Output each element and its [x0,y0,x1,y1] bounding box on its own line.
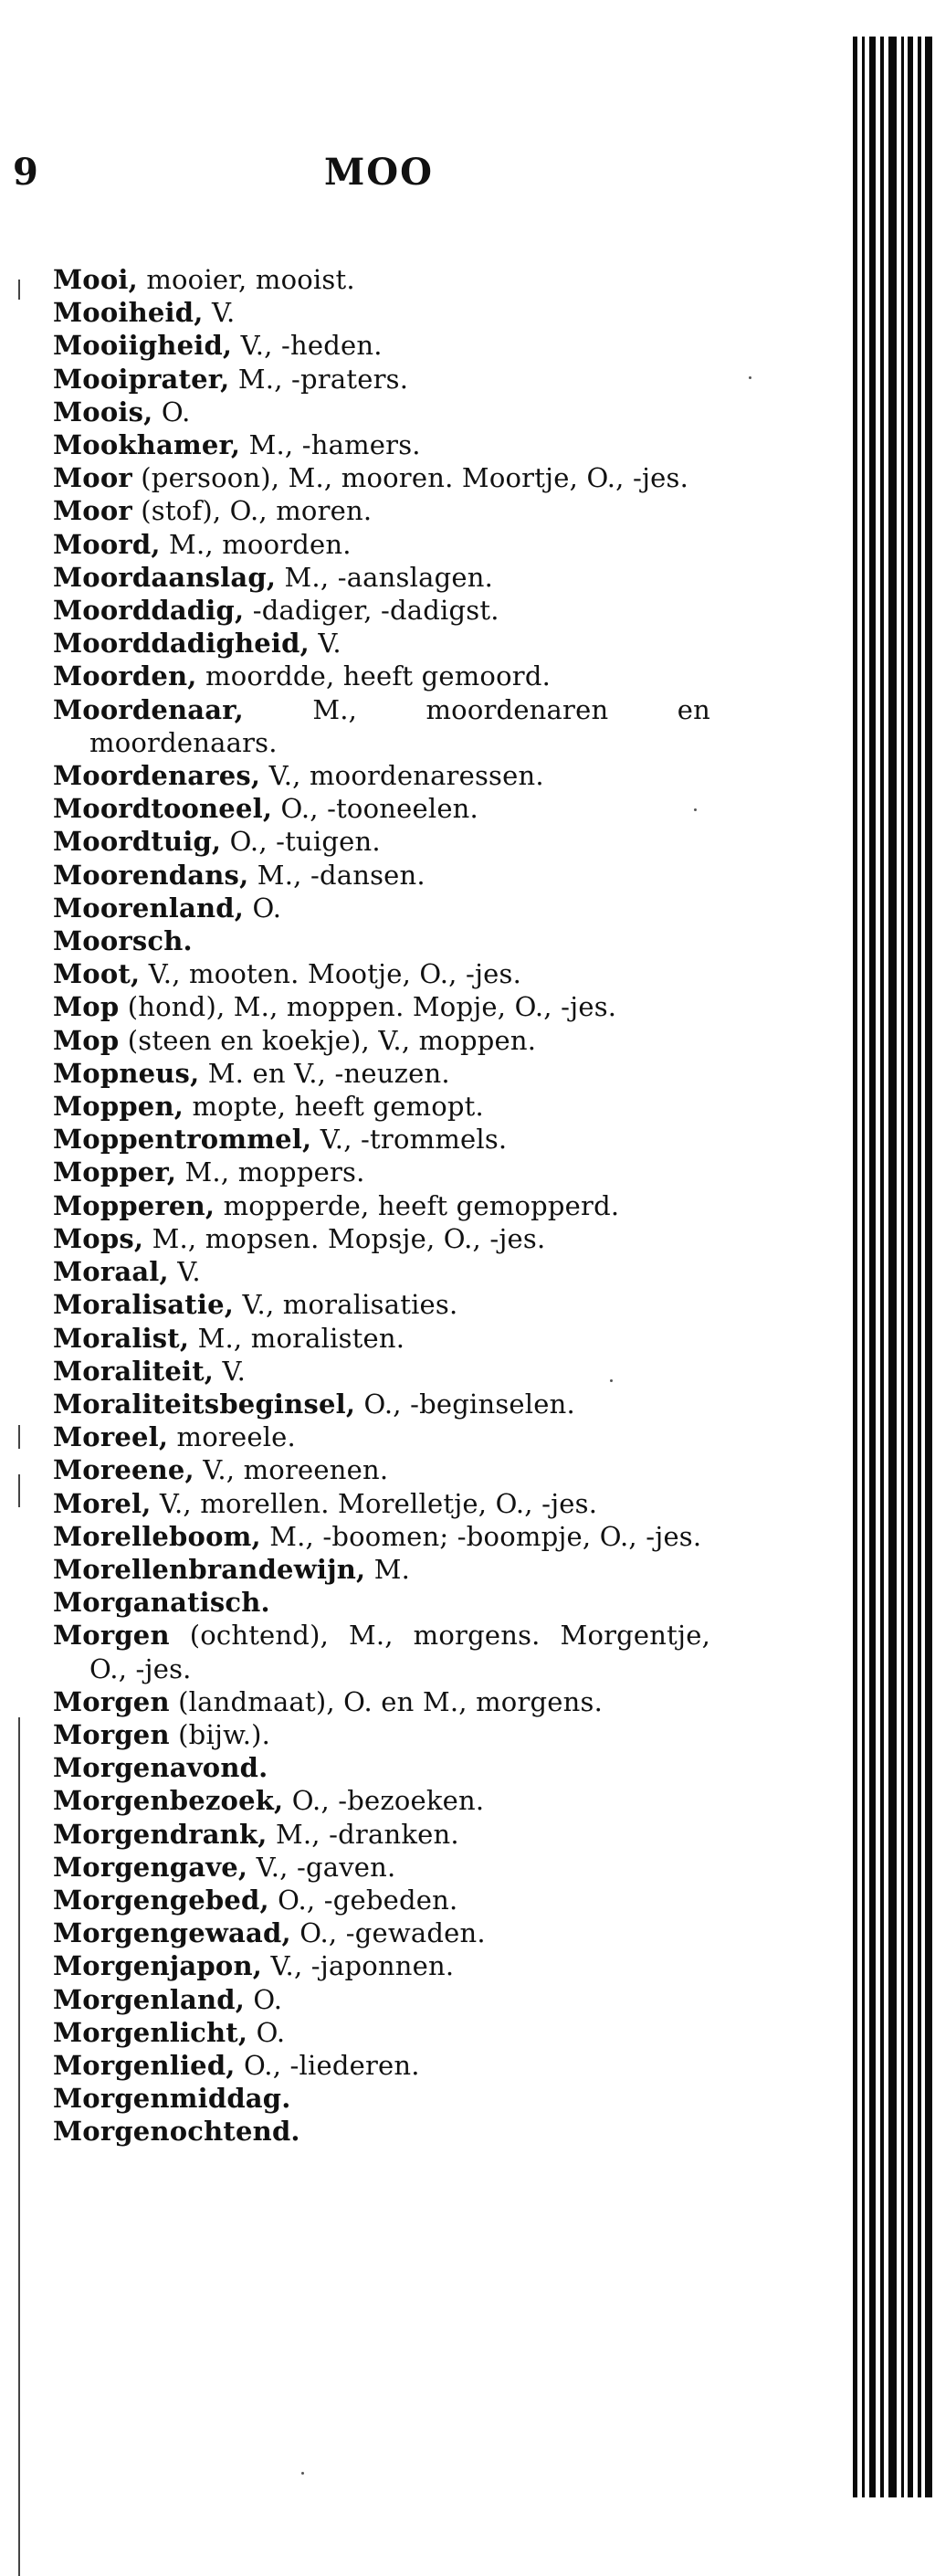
definition: V. [214,1355,247,1387]
headword: Moois, [53,396,153,428]
entry [53,1090,710,1123]
entry [53,1553,710,1586]
headword: Morgenochtend. [53,2116,300,2148]
definition: V. [168,1256,201,1288]
running-head: MOO [324,151,434,194]
entry [53,296,710,329]
entry [53,1884,710,1916]
entry [53,792,710,825]
headword: Morgengave, [53,1851,248,1883]
headword: Moor [53,462,132,494]
headword: Moreel, [53,1421,169,1453]
definition: O., -tuigen. [221,826,381,858]
headword: Mopper, [53,1156,177,1188]
page-number: 9 [13,151,39,194]
entry [53,759,710,792]
headword: Morgengebed, [53,1884,269,1916]
entry [53,1784,710,1817]
entry [53,1685,710,1718]
margin-marks [18,265,22,2366]
headword: Moralist, [53,1322,190,1354]
definition: O. [244,892,282,924]
paper-speck [749,376,751,379]
entry [53,2115,710,2148]
headword: Moordaanslag, [53,561,277,593]
entry [53,363,710,396]
definition: M., -aanslagen. [276,561,494,593]
headword: Mop [53,1024,120,1056]
headword: Moordtuig, [53,826,222,858]
definition: V., -japonnen. [262,1950,455,1982]
definition: (hond), M., moppen. Mopje, O., -jes. [119,991,617,1023]
definition: moordde, heeft gemoord. [196,660,551,692]
headword: Moppentrommel, [53,1124,312,1156]
entry [53,1222,710,1255]
headword: Moorsch. [53,925,193,957]
definition: V., -gaven. [247,1851,396,1883]
definition: (steen en koekje), V., moppen. [119,1024,537,1056]
definition: mopperde, heeft gemopperd. [215,1189,620,1221]
headword: Moorddadig, [53,595,245,627]
headword: Morellenbrandewijn, [53,1553,366,1585]
definition: V., morellen. Morelletje, O., -jes. [151,1487,598,1519]
headword: Mops, [53,1222,144,1254]
entry [53,1123,710,1156]
binding-stripe [862,37,865,2497]
definition: M., -dansen. [248,859,425,891]
definition: O. [247,2016,286,2048]
definition: M., -hamers. [240,429,421,461]
binding-stripe [853,37,857,2497]
definition: O., -tooneelen. [272,793,478,825]
definition: O. [152,396,191,428]
definition: O., -bezoeken. [283,1785,485,1817]
entry [53,825,710,858]
definition: V., -heden. [232,330,383,362]
entry [53,1619,710,1684]
entry [53,561,710,594]
entry [53,957,710,990]
definition: M. en V., -neuzen. [199,1057,450,1089]
paper-speck [694,808,697,811]
headword: Moordenaar, [53,693,244,725]
definition: M., -praters. [229,363,409,395]
entry [53,1916,710,1949]
entry [53,1453,710,1486]
headword: Moordtooneel, [53,793,273,825]
headword: Moordenares, [53,760,261,792]
binding-stripe [880,37,884,2497]
headword: Moorddadigheid, [53,628,310,660]
definition: M., -dranken. [267,1818,459,1850]
headword: Moraliteit, [53,1355,215,1387]
binding-stripe [925,37,932,2497]
definition: (persoon), M., mooren. Moortje, O., -jes. [131,462,689,494]
entry [53,428,710,461]
headword: Mooiigheid, [53,330,233,362]
entry [53,1288,710,1321]
headword: Morgenmiddag. [53,2083,291,2115]
entry [53,2049,710,2082]
entry [53,1355,710,1388]
entry [53,1420,710,1453]
entry [53,2016,710,2049]
headword: Morgenland, [53,1983,246,2015]
definition: V., moralisaties. [234,1289,458,1321]
entry [53,396,710,428]
margin-mark [18,1474,20,1507]
definition: M., mopsen. Mopsje, O., -jes. [143,1222,546,1254]
entry [53,1718,710,1751]
headword: Moorendans, [53,859,249,891]
definition: moreele. [168,1421,296,1453]
definition: (bijw.). [169,1718,271,1750]
headword: Moot, [53,958,141,990]
entry [53,1487,710,1520]
definition: (stof), O., moren. [131,495,373,527]
headword: Morgenlicht, [53,2016,248,2048]
paper-speck [610,1379,613,1382]
binding-stripe [901,37,904,2497]
headword: Mooiheid, [53,297,204,329]
entry [53,1586,710,1619]
definition: M., moorden. [160,528,352,560]
headword: Moraliteitsbeginsel, [53,1388,356,1420]
entry [53,1520,710,1553]
entry [53,1818,710,1851]
definition: (landmaat), O. en M., morgens. [169,1685,604,1717]
margin-mark [18,1717,20,2576]
headword: Moreene, [53,1454,194,1486]
entry [53,1255,710,1288]
headword: Moraal, [53,1256,169,1288]
headword: Morel, [53,1487,152,1519]
headword: Morgen [53,1685,170,1717]
headword: Moorden, [53,660,197,692]
headword: Mooi, [53,264,138,295]
entry [53,1189,710,1222]
binding-stripe [869,37,876,2497]
entry [53,329,710,362]
entry [53,627,710,660]
entry [53,2082,710,2115]
entry [53,1949,710,1982]
definition: M., moralisten. [189,1322,405,1354]
definition: O. [245,1983,283,2015]
definition: M., moordenaren en moordenaars. [89,693,710,758]
book-binding-edge [844,37,935,2497]
headword: Moppen, [53,1091,184,1123]
entry [53,1057,710,1090]
binding-stripe [888,37,897,2497]
margin-mark [18,1425,20,1449]
entry [53,892,710,924]
margin-mark [18,280,20,300]
entry-list [53,263,710,2148]
entry [53,1156,710,1188]
entry [53,528,710,561]
headword: Mooiprater, [53,363,230,395]
entry [53,1322,710,1355]
headword: Mop [53,991,120,1023]
headword: Morgen [53,1620,170,1652]
entry [53,693,710,759]
paper-speck [301,2472,304,2475]
entry [53,924,710,957]
headword: Mookhamer, [53,429,241,461]
definition: V., -trommels. [311,1124,508,1156]
headword: Morganatisch. [53,1587,270,1619]
definition: -dadiger, -dadigst. [244,595,499,627]
headword: Morgenbezoek, [53,1785,284,1817]
entry [53,660,710,692]
entry [53,461,710,494]
entry [53,990,710,1023]
entry [53,1983,710,2016]
headword: Morgenavond. [53,1752,268,1784]
entry [53,494,710,527]
headword: Moor [53,495,132,527]
definition: O., -gewaden. [290,1917,486,1949]
definition: (ochtend), M., morgens. Morgentje, O., -jes. [89,1620,710,1684]
headword: Morgengewaad, [53,1917,291,1949]
headword: Mopperen, [53,1189,215,1221]
definition: O., -liederen. [235,2049,420,2081]
definition: M., -boomen; -boompje, O., -jes. [260,1520,702,1552]
definition: V., mooten. Mootje, O., -jes. [140,958,522,990]
definition: M. [365,1553,411,1585]
definition: V. [309,628,341,660]
entry [53,594,710,627]
headword: Morgenjapon, [53,1950,263,1982]
headword: Moorenland, [53,892,245,924]
definition: V., moreenen. [194,1454,389,1486]
binding-stripe [918,37,921,2497]
headword: Moord, [53,528,161,560]
definition: mooier, mooist. [137,264,355,295]
entry [53,1851,710,1884]
headword: Morgen [53,1718,170,1750]
entry [53,1024,710,1057]
headword: Morgenlied, [53,2049,236,2081]
entry [53,1388,710,1420]
definition: V. [203,297,236,329]
headword: Mopneus, [53,1057,200,1089]
entry [53,263,710,296]
headword: Morelleboom, [53,1520,261,1552]
entry [53,859,710,892]
definition: mopte, heeft gemopt. [184,1091,484,1123]
entry [53,1751,710,1784]
binding-stripe [908,37,913,2497]
definition: O., -gebeden. [268,1884,458,1916]
definition: V., moordenaressen. [260,760,544,792]
definition: M., moppers. [176,1156,365,1188]
headword: Moralisatie, [53,1289,235,1321]
headword: Morgendrank, [53,1818,268,1850]
definition: O., -beginselen. [355,1388,575,1420]
